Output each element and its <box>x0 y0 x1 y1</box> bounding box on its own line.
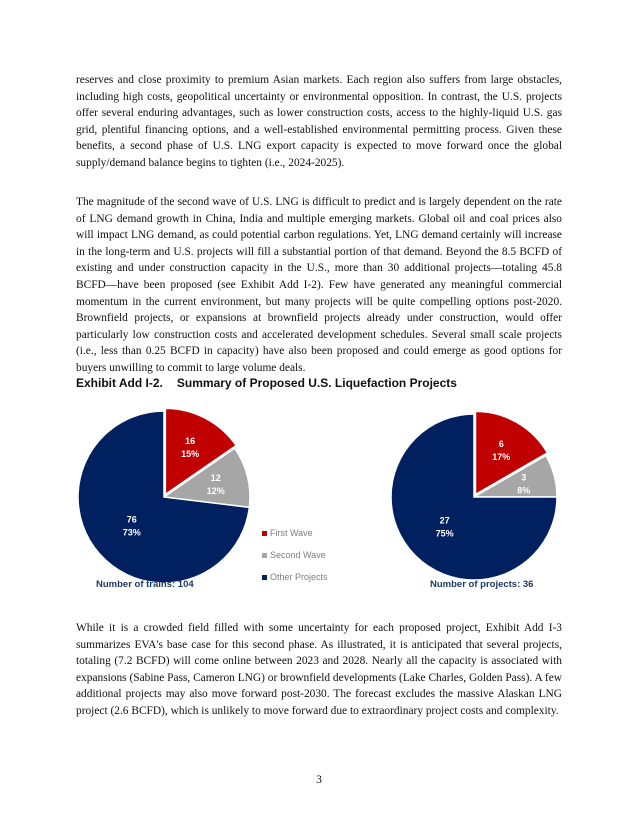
data-label-percent: 73% <box>122 527 141 538</box>
data-label-percent: 8% <box>517 485 531 496</box>
exhibit-pie-charts <box>0 400 638 600</box>
legend-label: Other Projects <box>270 572 328 582</box>
chart-footer-label: Number of projects: 36 <box>430 579 534 590</box>
data-label-value: 16 <box>185 436 196 447</box>
exhibit-caption <box>76 376 457 390</box>
data-label-value: 76 <box>126 514 137 525</box>
data-label-value: 6 <box>498 438 504 449</box>
data-label-percent: 75% <box>435 528 454 539</box>
data-label-value: 27 <box>439 515 450 526</box>
exhibit-number: Exhibit Add I-2. <box>76 376 163 390</box>
body-paragraph: While it is a crowded field filled with some uncertainty for each proposed project, Exhibit Add I-3 summarizes EVA's base case for this second phase. As illustrated, it is anticipated that several projects, totaling (7.2 BCFD) will come online between 2023 and 2028. Nearly all the capacity is associated with expansions (Sabine Pass, Cameron LNG) or brownfield developments (Lake Charles, Golden Pass). A few additional projects may also move forward post-2030. The forecast excludes the massive Alaskan LNG project (2.6 BCFD), which is unlikely to move forward due to extraordinary project costs and complexity. <box>76 622 562 717</box>
body-paragraph: reserves and close proximity to premium Asian markets. Each region also suffers from large obstacles, including high costs, geopolitical uncertainty or environmental opposition. In contrast, the U.S. projects offer several enduring advantages, such as lower construction costs, access to the highly-liquid U.S. gas grid, plentiful financing options, and a well-established environmental permitting process. Given these benefits, a second phase of U.S. LNG export capacity is expected to move forward once the global supply/demand balance begins to tighten (i.e., 2024-2025). <box>76 74 562 169</box>
data-label-value: 3 <box>521 472 527 483</box>
data-label-percent: 15% <box>181 449 200 460</box>
data-label-percent: 12% <box>206 486 225 497</box>
exhibit-title: Summary of Proposed U.S. Liquefaction Projects <box>176 376 457 390</box>
chart-footer-label: Number of trains: 104 <box>96 579 194 590</box>
legend-swatch-first-wave <box>262 531 267 536</box>
body-paragraph: The magnitude of the second wave of U.S. LNG is difficult to predict and is largely dependent on the rate of LNG demand growth in China, India and multiple emerging markets. Global oil and coal prices also will impact LNG demand, as could potential carbon regulations. Yet, LNG demand certainly will increase in the long-term and U.S. projects will fill a substantial portion of that demand. Beyond the 8.5 BCFD of existing and under construction capacity in the U.S., more than 30 additional projects—totaling 45.8 BCFD—have been proposed (see Exhibit Add I-2). Few have generated any meaningful commercial momentum in the current environment, but many projects will be quite compelling options post-2020. Brownfield projects, or expansions at brownfield projects already under construction, would offer particularly low construction costs and accelerated development schedules. Several small scale projects (i.e., less than 0.25 BCFD in capacity) have also been proposed and could emerge as good options for buyers unwilling to commit to large volume deals. <box>76 196 562 374</box>
data-label-percent: 17% <box>492 451 511 462</box>
legend-swatch-other-projects <box>262 575 267 580</box>
pie-chart-2 <box>391 411 557 590</box>
pie-chart-1 <box>78 408 328 590</box>
data-label-value: 12 <box>210 473 221 484</box>
legend-swatch-second-wave <box>262 553 267 558</box>
legend-label: First Wave <box>270 528 313 538</box>
page-number: 3 <box>316 774 322 786</box>
legend-label: Second Wave <box>270 550 326 560</box>
chart-legend <box>262 528 328 582</box>
